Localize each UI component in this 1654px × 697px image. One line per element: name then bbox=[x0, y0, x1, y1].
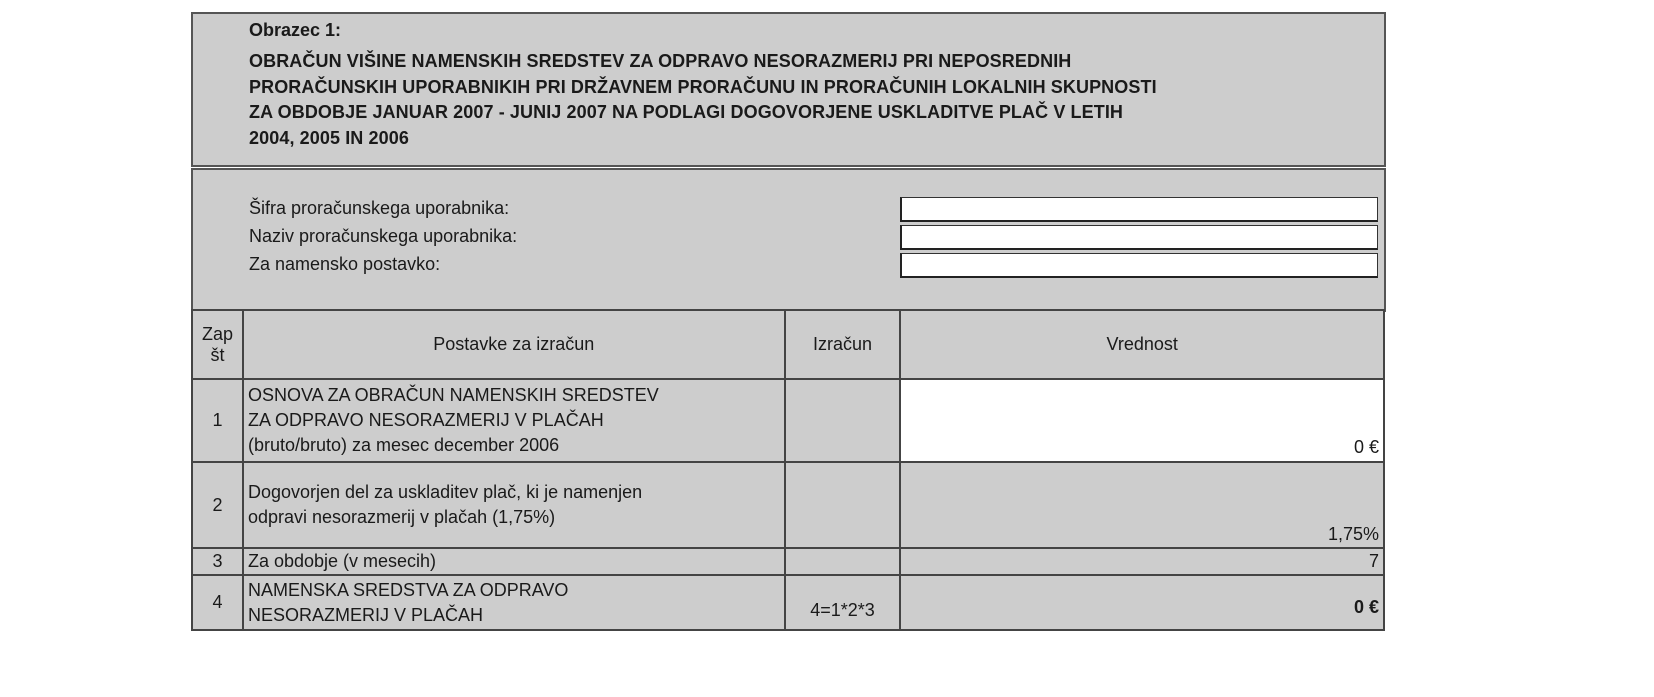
row-calc bbox=[785, 379, 901, 462]
budget-user-name-field[interactable] bbox=[900, 225, 1378, 250]
base-amount-input[interactable]: 0 € bbox=[900, 379, 1384, 462]
row-number: 4 bbox=[192, 575, 243, 630]
row-value: 7 bbox=[900, 548, 1384, 575]
column-header-number-line1: Zap bbox=[201, 323, 233, 344]
row-item bbox=[243, 462, 785, 548]
row-calc bbox=[785, 548, 901, 575]
form-title-line: ZA OBDOBJE JANUAR 2007 - JUNIJ 2007 NA PODLAGI DOGOVORJENE USKLADITVE PLAČ V LETIH bbox=[249, 102, 1124, 122]
row-item-line: ZA ODPRAVO NESORAZMERIJ V PLAČAH bbox=[247, 410, 604, 430]
form-title-line: 2004, 2005 IN 2006 bbox=[249, 127, 409, 148]
column-header-value: Vrednost bbox=[900, 310, 1384, 379]
calculation-table bbox=[191, 309, 1385, 631]
row-number: 3 bbox=[192, 548, 243, 575]
row-item-line: (bruto/bruto) za mesec december 2006 bbox=[247, 435, 560, 455]
row-item bbox=[243, 548, 785, 575]
table-row bbox=[192, 548, 1384, 575]
row-value: 1,75% bbox=[900, 462, 1384, 548]
column-header-number-line2: št bbox=[210, 344, 225, 365]
row-item-line: Za obdobje (v mesecih) bbox=[247, 551, 437, 571]
row-number: 2 bbox=[192, 462, 243, 548]
budget-user-name-label: Naziv proračunskega uporabnika: bbox=[249, 226, 518, 246]
row-calc: 4=1*2*3 bbox=[785, 575, 901, 630]
form-title bbox=[249, 49, 1379, 151]
form-title-line: PRORAČUNSKIH UPORABNIKIH PRI DRŽAVNEM PRORAČUNU IN PRORAČUNIH LOKALNIH SKUPNOSTI bbox=[249, 76, 1157, 97]
row-item-line: odpravi nesorazmerij v plačah (1,75%) bbox=[247, 507, 556, 527]
row-item bbox=[243, 379, 785, 462]
column-header-number bbox=[192, 310, 243, 379]
budget-user-code-label: Šifra proračunskega uporabnika: bbox=[249, 198, 510, 218]
identification-section bbox=[191, 168, 1386, 312]
row-item-line: NESORAZMERIJ V PLAČAH bbox=[247, 604, 484, 625]
form-title-line: OBRAČUN VIŠINE NAMENSKIH SREDSTEV ZA ODPRAVO NESORAZMERIJ PRI NEPOSREDNIH bbox=[249, 51, 1072, 71]
row-number: 1 bbox=[192, 379, 243, 462]
row-calc bbox=[785, 462, 901, 548]
row-item-line: NAMENSKA SREDSTVA ZA ODPRAVO bbox=[247, 579, 569, 600]
form-label: Obrazec 1: bbox=[249, 20, 342, 40]
column-header-calc: Izračun bbox=[785, 310, 901, 379]
table-row bbox=[192, 575, 1384, 630]
row-item bbox=[243, 575, 785, 630]
row-item-line: OSNOVA ZA OBRAČUN NAMENSKIH SREDSTEV bbox=[247, 385, 659, 405]
table-header-row bbox=[192, 310, 1384, 379]
form-header bbox=[191, 12, 1386, 167]
column-header-item: Postavke za izračun bbox=[243, 310, 785, 379]
table-row bbox=[192, 379, 1384, 462]
total-value: 0 € bbox=[900, 575, 1384, 630]
table-row bbox=[192, 462, 1384, 548]
row-item-line: Dogovorjen del za uskladitev plač, ki je namenjen bbox=[247, 482, 643, 502]
dedicated-item-label: Za namensko postavko: bbox=[249, 254, 441, 274]
dedicated-item-field[interactable] bbox=[900, 253, 1378, 278]
budget-user-code-field[interactable] bbox=[900, 197, 1378, 222]
